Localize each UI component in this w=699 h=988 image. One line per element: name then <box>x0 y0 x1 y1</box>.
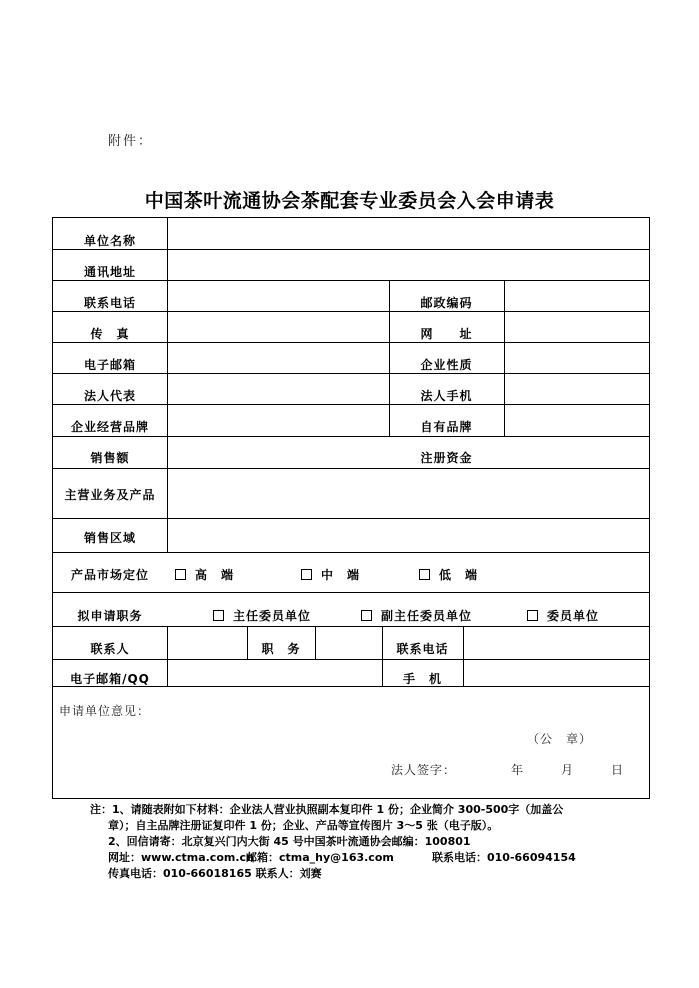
col-line <box>167 626 168 686</box>
option-chairman-unit[interactable]: 主任委员单位 <box>213 607 311 624</box>
row-line <box>53 468 649 469</box>
label-phone: 联系电话 <box>83 296 136 310</box>
label-contact-phone: 联系电话 <box>396 642 449 656</box>
checkbox-icon[interactable] <box>175 569 186 580</box>
opinion-label: 申请单位意见： <box>59 704 151 718</box>
label-unit-name: 单位名称 <box>83 234 136 248</box>
checkbox-icon[interactable] <box>527 610 538 621</box>
row-line <box>53 311 649 312</box>
label-market-position: 产品市场定位 <box>70 568 149 582</box>
label-operated-brand: 企业经营品牌 <box>70 420 149 434</box>
col-line <box>504 280 505 436</box>
option-member-unit[interactable]: 委员单位 <box>527 607 599 624</box>
option-mid-end[interactable]: 中 端 <box>301 566 360 583</box>
row-line <box>53 342 649 343</box>
note-line-2: 章）；自主品牌注册证复印件 1 份；企业、产品等宣传图片 3～5 张（电子版）。 <box>108 819 499 832</box>
attachment-label: 附件： <box>108 134 154 149</box>
row-line <box>53 659 649 660</box>
label-contact: 联系人 <box>90 642 130 656</box>
col-line <box>167 218 168 552</box>
row-line <box>53 404 649 405</box>
checkbox-icon[interactable] <box>361 610 372 621</box>
label-reg-capital: 注册资金 <box>420 451 473 465</box>
checkbox-icon[interactable] <box>419 569 430 580</box>
application-form-table <box>52 217 650 799</box>
row-line <box>53 626 649 627</box>
row-line <box>53 518 649 519</box>
row-line <box>53 280 649 281</box>
label-postcode: 邮政编码 <box>420 296 473 310</box>
row-line <box>53 373 649 374</box>
label-address: 通讯地址 <box>83 265 136 279</box>
label-own-brand: 自有品牌 <box>420 420 473 434</box>
row-line <box>53 592 649 593</box>
row-line <box>53 249 649 250</box>
day-label: 日 <box>611 763 625 777</box>
label-fax: 传 真 <box>90 327 130 341</box>
label-email: 电子邮箱 <box>83 358 136 372</box>
row-line <box>53 436 649 437</box>
label-sales-region: 销售区域 <box>83 531 136 545</box>
col-line <box>463 626 464 686</box>
label-apply-position: 拟申请职务 <box>77 609 143 623</box>
row-line <box>53 552 649 553</box>
month-label: 月 <box>561 763 575 777</box>
label-sales: 销售额 <box>90 451 130 465</box>
option-high-end[interactable]: 高 端 <box>175 566 234 583</box>
label-email-qq: 电子邮箱/QQ <box>70 672 150 686</box>
note-line-1: 注：1、请随表附如下材料：企业法人营业执照副本复印件 1 份；企业简介 300-500字（加盖公 <box>90 803 564 816</box>
label-enterprise-type: 企业性质 <box>420 358 473 372</box>
label-legal-rep: 法人代表 <box>83 389 136 403</box>
label-main-business: 主营业务及产品 <box>64 488 156 502</box>
note-website: 网址：www.ctma.com.cn <box>108 851 254 864</box>
checkbox-icon[interactable] <box>213 610 224 621</box>
label-website: 网 址 <box>420 327 473 341</box>
note-phone: 联系电话：010-66094154 <box>432 851 576 864</box>
label-duty: 职 务 <box>261 642 301 656</box>
label-mobile: 手 机 <box>402 672 442 686</box>
option-vice-chairman-unit[interactable]: 副主任委员单位 <box>361 607 472 624</box>
form-title: 中国茶叶流通协会茶配套专业委员会入会申请表 <box>144 190 555 212</box>
checkbox-icon[interactable] <box>301 569 312 580</box>
signature-label: 法人签字： <box>391 763 457 777</box>
label-legal-mobile: 法人手机 <box>420 389 473 403</box>
year-label: 年 <box>511 763 525 777</box>
col-line <box>315 626 316 659</box>
note-line-3: 2、回信请寄：北京复兴门内大街 45 号中国茶叶流通协会邮编：100801 <box>108 835 471 848</box>
note-fax-contact: 传真电话：010-66018165 联系人：刘赛 <box>108 867 322 880</box>
seal-label: （公 章） <box>527 732 593 746</box>
note-email: 邮箱：ctma_hy@163.com <box>246 851 394 864</box>
option-low-end[interactable]: 低 端 <box>419 566 478 583</box>
